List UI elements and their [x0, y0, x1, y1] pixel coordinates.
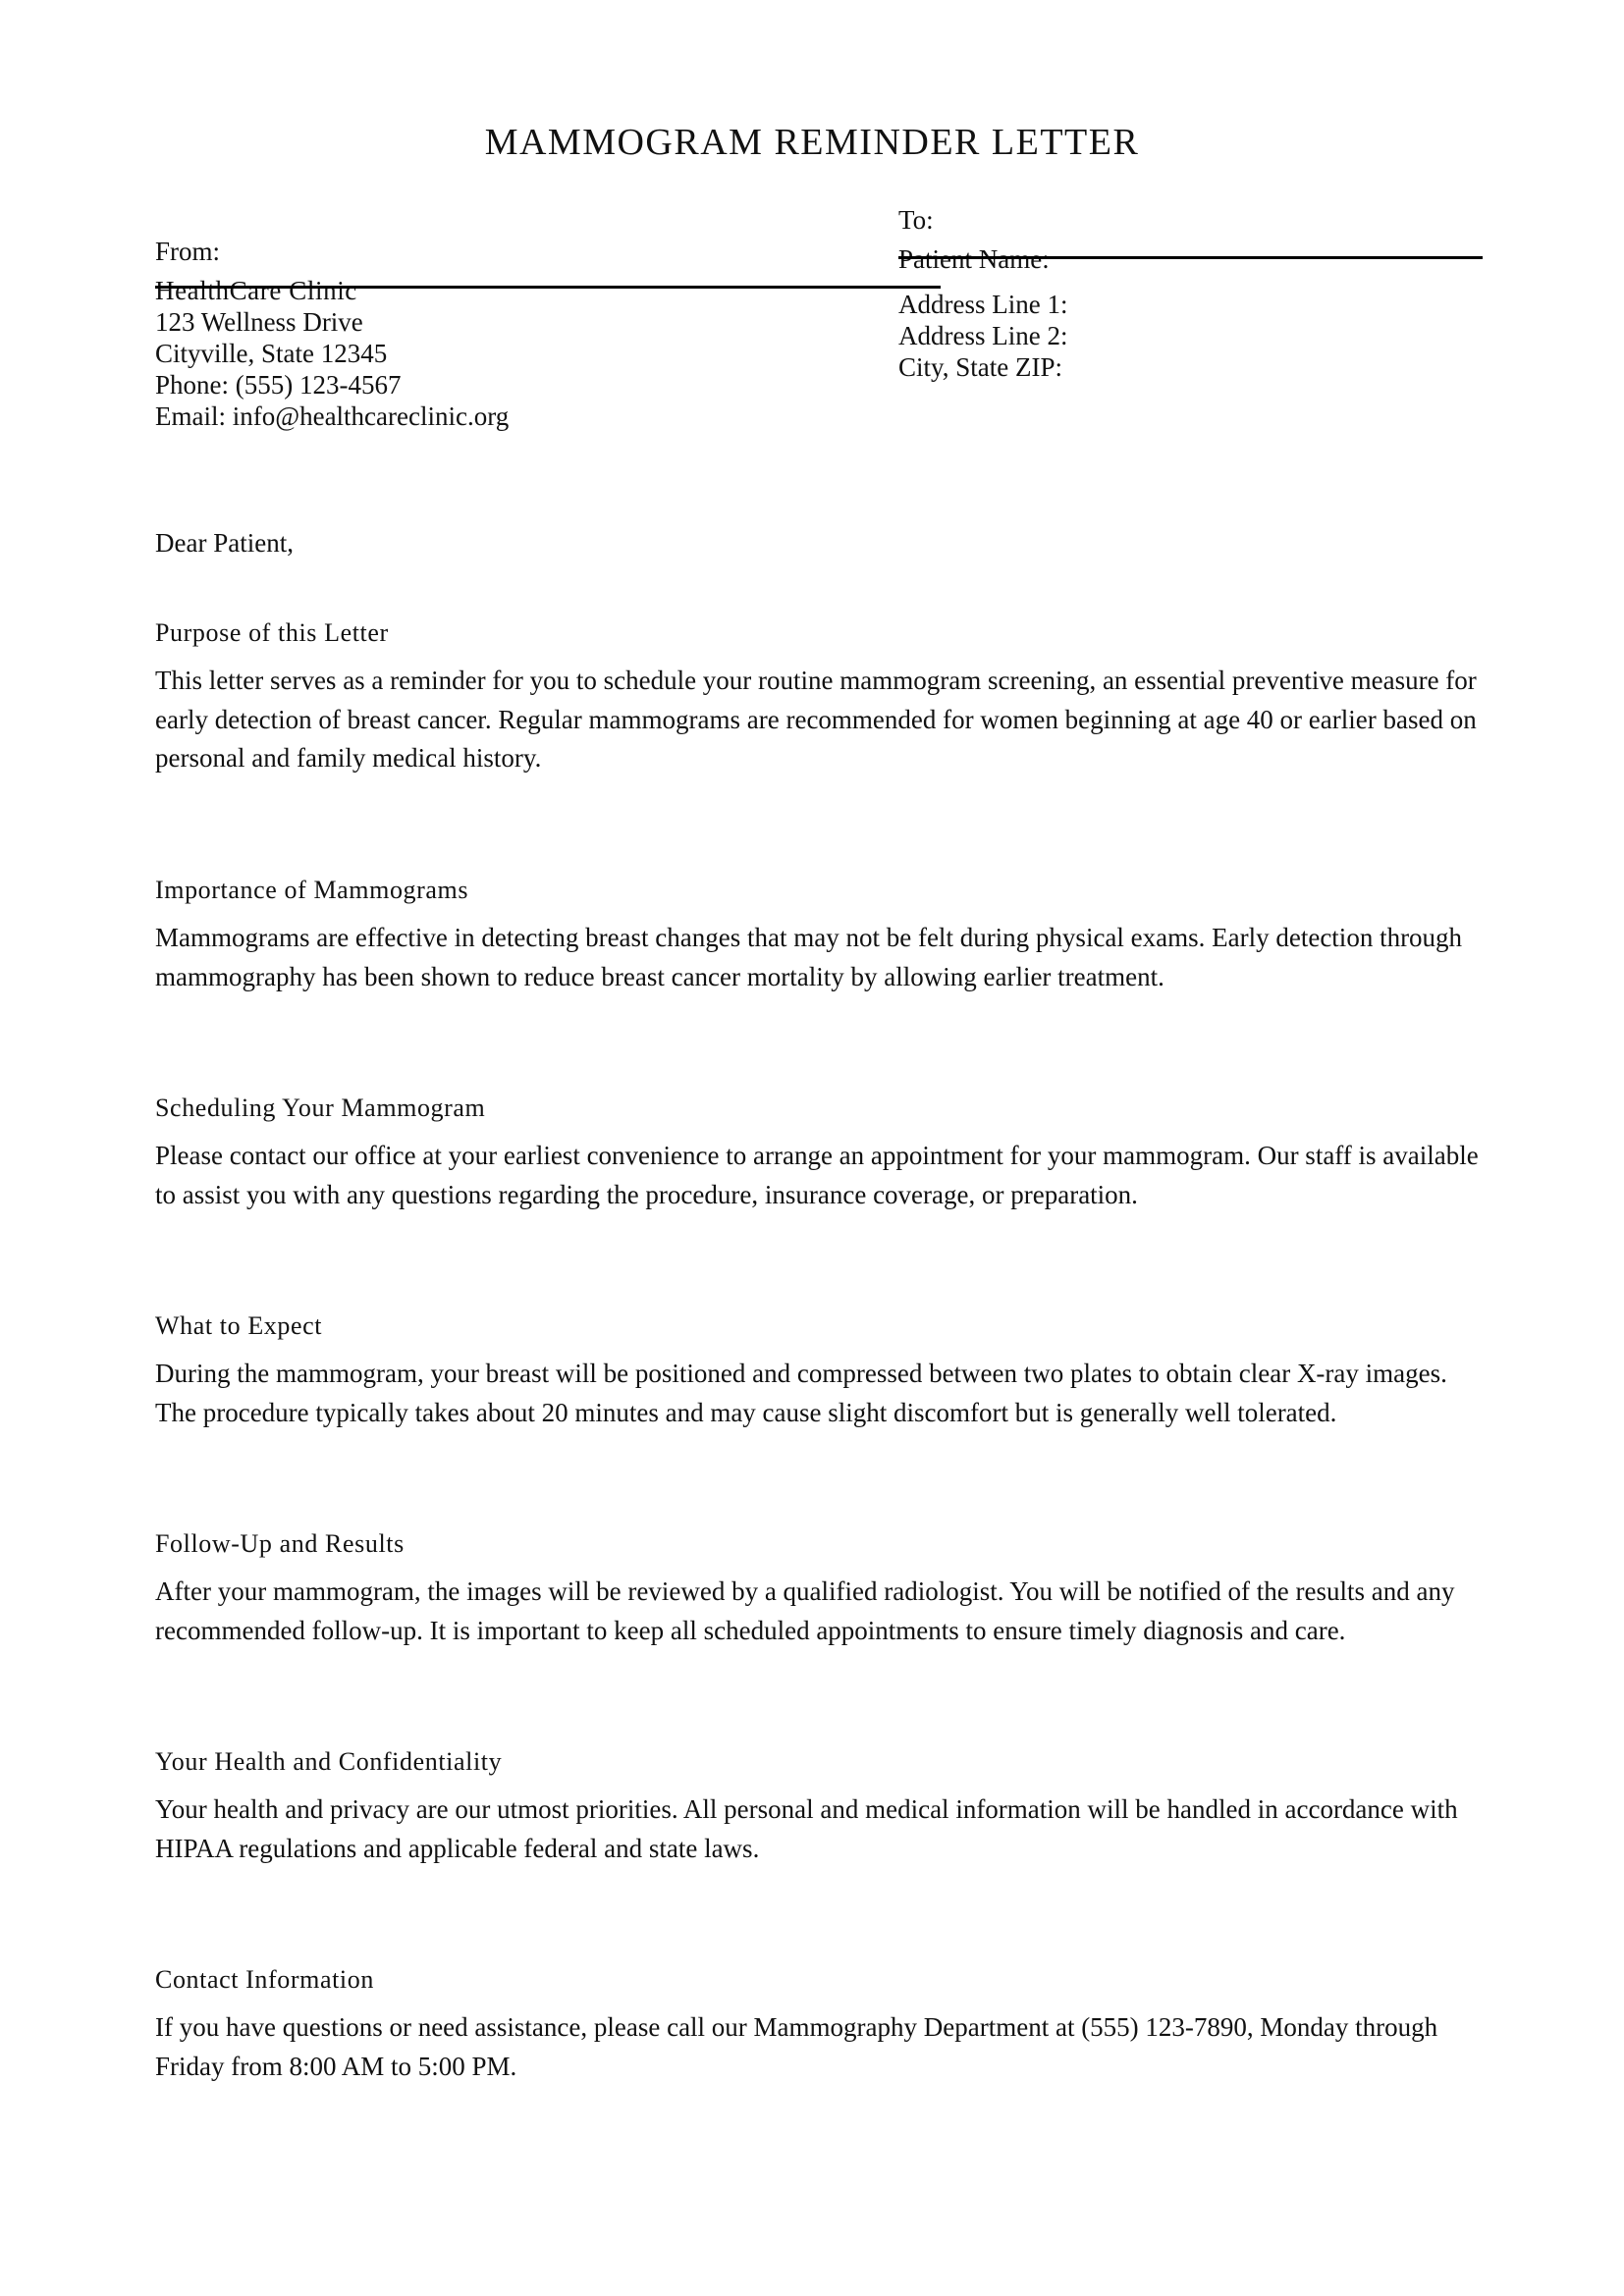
sender-email: Email: info@healthcareclinic.org — [155, 401, 510, 431]
salutation: Dear Patient, — [155, 528, 294, 558]
sender-label: From: — [155, 237, 221, 266]
recipient-block — [898, 204, 1488, 383]
section-contact — [155, 1964, 1481, 2182]
section-scheduling — [155, 1093, 1481, 1310]
section-heading: Importance of Mammograms — [155, 876, 469, 904]
address-line1-label: Address Line 1: — [898, 290, 1068, 319]
section-body: Please contact our office at your earliest convenience to arrange an appointment for your mammogram. Our staff is available to assist you with any questions regarding the procedure, insurance coverage, or preparation. — [155, 1141, 1479, 1209]
section-follow-up — [155, 1528, 1481, 1746]
recipient-divider — [898, 256, 1483, 259]
sender-organization: HealthCare Clinic — [155, 276, 357, 305]
section-body: Mammograms are effective in detecting breast changes that may not be felt during physical exams. Early detection through mammography has been shown to reduce breast cancer mortality by allowing earlier treatment. — [155, 923, 1463, 991]
section-heading: Scheduling Your Mammogram — [155, 1094, 486, 1122]
section-body: This letter serves as a reminder for you to schedule your routine mammogram screening, an essential preventive measure for early detection of breast cancer. Regular mammograms are recommended for women beginning at age 40 or earlier based on personal and family medical history. — [155, 666, 1477, 773]
sender-address: 123 Wellness Drive — [155, 307, 363, 337]
sender-phone: Phone: (555) 123-4567 — [155, 370, 402, 400]
sender-block — [155, 236, 941, 432]
section-body: Your health and privacy are our utmost priorities. All personal and medical information will be handled in accordance with HIPAA regulations and applicable federal and state laws. — [155, 1794, 1458, 1863]
section-heading: Contact Information — [155, 1965, 374, 1994]
section-body: After your mammogram, the images will be reviewed by a qualified radiologist. You will be notified of the results and any recommended follow-up. It is important to keep all scheduled appointments to ensure timely diagnosis and care. — [155, 1576, 1455, 1645]
sender-divider — [155, 286, 941, 289]
city-state-zip-label: City, State ZIP: — [898, 352, 1062, 382]
section-importance — [155, 875, 1481, 1093]
section-body: If you have questions or need assistance, please call our Mammography Department at (555) 123-7890, Monday through Friday from 8:00 AM to 5:00 PM. — [155, 2012, 1438, 2081]
section-confidentiality — [155, 1746, 1481, 1964]
section-what-to-expect — [155, 1310, 1481, 1528]
section-heading: Your Health and Confidentiality — [155, 1747, 503, 1776]
section-body: During the mammogram, your breast will be positioned and compressed between two plates to obtain clear X-ray images. The procedure typically takes about 20 minutes and may cause slight discomfort but is generally well tolerated. — [155, 1359, 1447, 1427]
section-purpose — [155, 617, 1481, 875]
section-heading: Purpose of this Letter — [155, 618, 389, 647]
patient-name-label: Patient Name: — [898, 244, 1050, 274]
address-line2-label: Address Line 2: — [898, 321, 1068, 350]
section-heading: Follow-Up and Results — [155, 1529, 405, 1558]
letter-title: MAMMOGRAM REMINDER LETTER — [484, 122, 1140, 163]
recipient-label: To: — [898, 205, 934, 235]
letter-body — [155, 617, 1481, 2182]
sender-city-state-zip: Cityville, State 12345 — [155, 339, 388, 368]
section-heading: What to Expect — [155, 1311, 323, 1340]
